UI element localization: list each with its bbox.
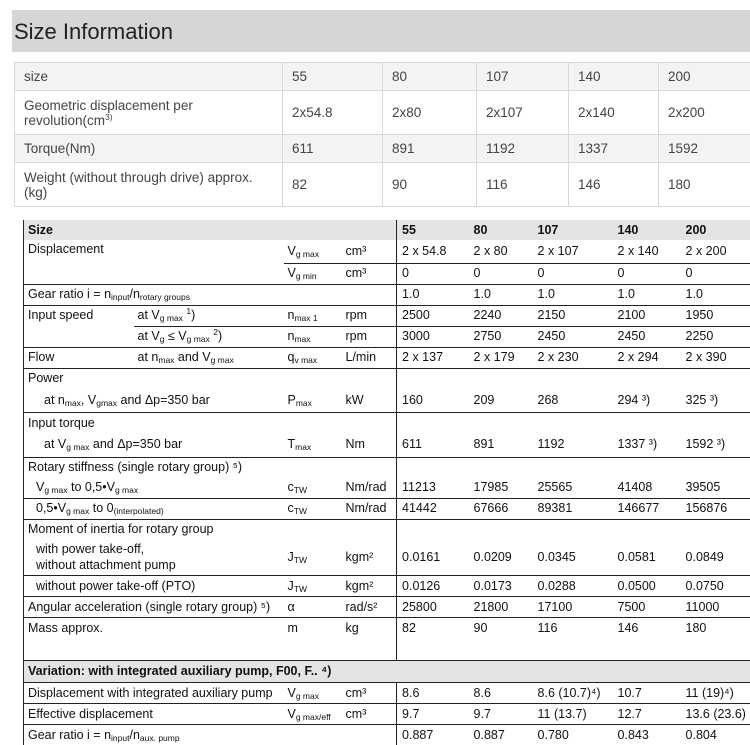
cell: 2 x 179 <box>469 347 533 368</box>
cell: 17100 <box>533 597 613 618</box>
cell: 2500 <box>397 305 469 326</box>
symbol: $J_{TW}$ <box>284 576 342 597</box>
cell: 2 x 200 <box>681 240 750 263</box>
row-label: Gear ratio $i = n_{input}/n_{aux. pump}$ <box>24 725 397 745</box>
cell: 0.0126 <box>397 576 469 597</box>
table-row <box>24 618 750 639</box>
cell: 1337 ³) <box>613 433 681 457</box>
size-55: 55 <box>397 220 469 240</box>
symbol: $n_{max 1}$ <box>284 305 342 326</box>
row-label: Displacement <box>24 240 284 263</box>
cell: 2 x 230 <box>533 347 613 368</box>
row-label: Torque(Nm) <box>15 135 283 163</box>
row-label: Gear ratio $i = n_{input}/n_{rotary groups}$ <box>24 284 397 305</box>
table-row <box>15 163 750 207</box>
size-80: 80 <box>469 220 533 240</box>
table-row <box>24 576 750 597</box>
cell: 611 <box>283 135 383 163</box>
row-label: Mass approx. <box>24 618 284 639</box>
cell: 9.7 <box>397 704 469 725</box>
unit: Nm/rad <box>342 478 397 499</box>
cell: 140 <box>569 63 659 91</box>
cell: 0.780 <box>533 725 613 745</box>
symbol: $V_{g min}$ <box>284 263 342 284</box>
cell: 55 <box>283 63 383 91</box>
cell: 2100 <box>613 305 681 326</box>
cell: 1592 <box>659 135 750 163</box>
cell: 3000 <box>397 326 469 347</box>
table-row <box>24 263 750 284</box>
symbol: $P_{max}$ <box>284 389 342 413</box>
cell: 11 (19)⁴) <box>681 683 750 704</box>
cell: 11213 <box>397 478 469 499</box>
size-107: 107 <box>533 220 613 240</box>
size-200: 200 <box>681 220 750 240</box>
cell: 41442 <box>397 498 469 519</box>
unit: cm³ <box>342 240 397 263</box>
unit: kg <box>342 618 397 639</box>
cell: 21800 <box>469 597 533 618</box>
symbol: $T_{max}$ <box>284 433 342 457</box>
cell: 11 (13.7) <box>533 704 613 725</box>
cell: 2 x 107 <box>533 240 613 263</box>
table-row <box>24 540 750 576</box>
cell: 116 <box>533 618 613 639</box>
unit: L/min <box>342 347 397 368</box>
cell: 8.6 <box>397 683 469 704</box>
table-row <box>24 305 750 326</box>
cell: 160 <box>397 389 469 413</box>
cell: 2 x 294 <box>613 347 681 368</box>
cell: 17985 <box>469 478 533 499</box>
cell: 2x140 <box>569 91 659 135</box>
cell: 0.0345 <box>533 540 613 576</box>
unit: kgm² <box>342 540 397 576</box>
section-title: Size Information <box>14 19 173 45</box>
cell: 11000 <box>681 597 750 618</box>
cell: 12.7 <box>613 704 681 725</box>
cell: 146 <box>569 163 659 207</box>
symbol: α <box>284 597 342 618</box>
size-140: 140 <box>613 220 681 240</box>
row-label: Geometric displacement per $revolution(cm^{3)}$ <box>15 91 283 135</box>
cell: 0.0581 <box>613 540 681 576</box>
cell: 2 x 80 <box>469 240 533 263</box>
cell: 0 <box>681 263 750 284</box>
cell: 0 <box>533 263 613 284</box>
row-sublabel: $0,5•V_{g max}$ to $0_{(interpolated)}$ <box>24 498 284 519</box>
cell: 209 <box>469 389 533 413</box>
cell: 2450 <box>613 326 681 347</box>
summary-table <box>14 62 750 207</box>
symbol: $V_{g max}$ <box>284 683 342 704</box>
row-label: size <box>15 63 283 91</box>
cell: 2x107 <box>477 91 569 135</box>
cell: 10.7 <box>613 683 681 704</box>
cell: 2x200 <box>659 91 750 135</box>
cell: 180 <box>681 618 750 639</box>
row-label: Flow <box>24 347 134 368</box>
cell: 90 <box>469 618 533 639</box>
table-row <box>24 457 750 478</box>
table-row <box>24 661 750 683</box>
cell: 80 <box>383 63 477 91</box>
label-line1: with power take-off, <box>36 542 144 556</box>
row-sublabel: $V_{g max}$ to $0,5•V_{g max}$ <box>24 478 284 499</box>
unit: rpm <box>342 326 397 347</box>
cell: 82 <box>283 163 383 207</box>
label-line2: without attachment pump <box>36 558 176 572</box>
cell: 7500 <box>613 597 681 618</box>
cell: 2 x 140 <box>613 240 681 263</box>
symbol: $V_{g max/eff}$ <box>284 704 342 725</box>
cell: 0 <box>397 263 469 284</box>
cell: 41408 <box>613 478 681 499</box>
spec-table <box>23 220 750 745</box>
unit: Nm <box>342 433 397 457</box>
unit: cm³ <box>342 683 397 704</box>
unit: kW <box>342 389 397 413</box>
cell: 1.0 <box>613 284 681 305</box>
symbol: m <box>284 618 342 639</box>
row-sublabel: without power take-off (PTO) <box>24 576 284 597</box>
cell: 9.7 <box>469 704 533 725</box>
row-label: Angular acceleration (single rotary group) ⁵) <box>24 597 284 618</box>
unit: cm³ <box>342 263 397 284</box>
cell: 1.0 <box>469 284 533 305</box>
table-row <box>24 519 750 540</box>
cell: 1.0 <box>397 284 469 305</box>
symbol: $V_{g max}$ <box>284 240 342 263</box>
cell: 891 <box>469 433 533 457</box>
table-row <box>24 597 750 618</box>
symbol: $c_{TW}$ <box>284 498 342 519</box>
cell: 107 <box>477 63 569 91</box>
cell: 0.0750 <box>681 576 750 597</box>
table-row <box>24 478 750 499</box>
section-header <box>12 10 750 52</box>
cell: 0.887 <box>469 725 533 745</box>
cell: 1337 <box>569 135 659 163</box>
row-label: Input torque <box>24 413 397 434</box>
table-row <box>15 63 750 91</box>
table-row <box>15 91 750 135</box>
cell: 2 x 137 <box>397 347 469 368</box>
table-row <box>24 284 750 305</box>
unit: kgm² <box>342 576 397 597</box>
cell: 116 <box>477 163 569 207</box>
cell: 891 <box>383 135 477 163</box>
cell: 8.6 <box>469 683 533 704</box>
unit: cm³ <box>342 704 397 725</box>
cell: 294 ³) <box>613 389 681 413</box>
table-row <box>24 413 750 434</box>
cell: 25800 <box>397 597 469 618</box>
cell: 0.804 <box>681 725 750 745</box>
cell: 90 <box>383 163 477 207</box>
table-row <box>15 135 750 163</box>
cell: 200 <box>659 63 750 91</box>
size-header: Size <box>24 220 397 240</box>
cell: 2250 <box>681 326 750 347</box>
row-sublabel: at $V_{g max}$ $^1$) <box>134 305 284 326</box>
cell: 268 <box>533 389 613 413</box>
variation-header: Variation: with integrated auxiliary pump, F00, F.. ⁴) <box>24 661 750 683</box>
symbol: $n_{max}$ <box>284 326 342 347</box>
unit: rad/s² <box>342 597 397 618</box>
cell: 2 x 54.8 <box>397 240 469 263</box>
cell: 0.0209 <box>469 540 533 576</box>
cell: 2450 <box>533 326 613 347</box>
table-row <box>24 220 750 240</box>
row-label: Displacement with integrated auxiliary pump <box>24 683 284 704</box>
cell: 0.0173 <box>469 576 533 597</box>
cell: 0.887 <box>397 725 469 745</box>
cell: 2240 <box>469 305 533 326</box>
cell: 0.843 <box>613 725 681 745</box>
cell: 0.0500 <box>613 576 681 597</box>
table-row <box>24 326 750 347</box>
cell: 2 x 390 <box>681 347 750 368</box>
row-sublabel: at $n_{max}$ and $V_{g max}$ <box>134 347 284 368</box>
row-sublabel <box>24 540 284 576</box>
table-row <box>24 704 750 725</box>
cell: 325 ³) <box>681 389 750 413</box>
row-label: Weight (without through drive) approx. (kg) <box>15 163 283 207</box>
cell: 1.0 <box>533 284 613 305</box>
row-sublabel: at $V_{g max}$ and Δp=350 bar <box>24 433 284 457</box>
cell: 2150 <box>533 305 613 326</box>
table-row <box>24 433 750 457</box>
table-row <box>24 638 750 661</box>
cell: 2x54.8 <box>283 91 383 135</box>
cell: 611 <box>397 433 469 457</box>
table-row <box>24 240 750 263</box>
cell: 146 <box>613 618 681 639</box>
row-label: Rotary stiffness (single rotary group) ⁵) <box>24 457 397 478</box>
cell: 13.6 (23.6) <box>681 704 750 725</box>
unit: Nm/rad <box>342 498 397 519</box>
table-row <box>24 389 750 413</box>
cell: 180 <box>659 163 750 207</box>
cell: 0.0849 <box>681 540 750 576</box>
row-label: Moment of inertia for rotary group <box>24 519 397 540</box>
cell: 0 <box>613 263 681 284</box>
row-label: Input speed <box>24 305 134 326</box>
cell: 2750 <box>469 326 533 347</box>
cell: 2x80 <box>383 91 477 135</box>
cell: 1592 ³) <box>681 433 750 457</box>
unit: rpm <box>342 305 397 326</box>
row-label: Power <box>24 368 397 389</box>
cell: 0.0288 <box>533 576 613 597</box>
cell: 156876 <box>681 498 750 519</box>
cell: 8.6 (10.7)⁴) <box>533 683 613 704</box>
cell: 0.0161 <box>397 540 469 576</box>
row-sublabel: at $V_g \le V_{g max}$ $^2$) <box>134 326 284 347</box>
cell: 1.0 <box>681 284 750 305</box>
cell: 0 <box>469 263 533 284</box>
cell: 1192 <box>533 433 613 457</box>
table-row <box>24 498 750 519</box>
table-row <box>24 683 750 704</box>
row-sublabel: at $n_{max}$, $V_{gmax}$ and Δp=350 bar <box>24 389 284 413</box>
cell: 67666 <box>469 498 533 519</box>
symbol: $q_{v max}$ <box>284 347 342 368</box>
table-row <box>24 347 750 368</box>
row-label: Effective displacement <box>24 704 284 725</box>
cell: 82 <box>397 618 469 639</box>
table-row <box>24 368 750 389</box>
cell: 146677 <box>613 498 681 519</box>
table-row <box>24 725 750 745</box>
symbol: $c_{TW}$ <box>284 478 342 499</box>
symbol: $J_{TW}$ <box>284 540 342 576</box>
cell: 39505 <box>681 478 750 499</box>
cell: 89381 <box>533 498 613 519</box>
cell: 1192 <box>477 135 569 163</box>
cell: 1950 <box>681 305 750 326</box>
cell: 25565 <box>533 478 613 499</box>
